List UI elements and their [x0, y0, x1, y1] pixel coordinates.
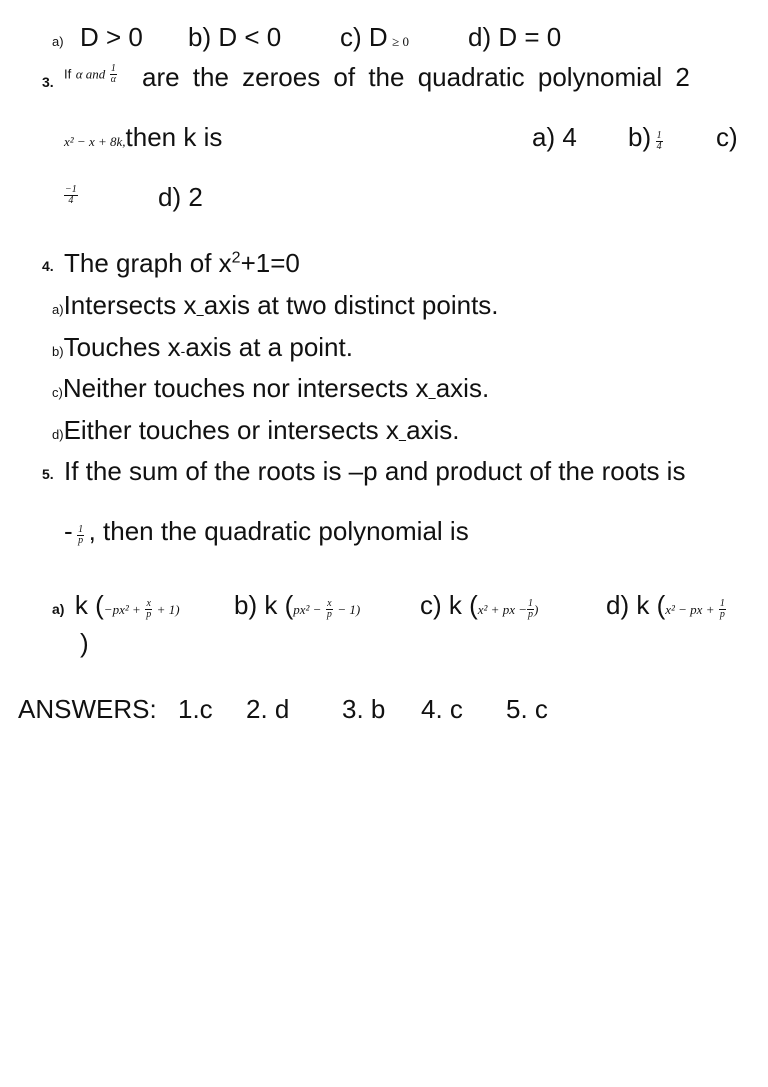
q3-option-c-fraction: $\frac{-1}{4}$ [65, 184, 77, 206]
q4-option-b: b)Touches x-axis at a point. [52, 332, 353, 362]
q3-stem-text: are the zeroes of the quadratic polynomial 2 [142, 62, 690, 92]
q5-stem: If the sum of the roots is –p and product of the roots is [64, 456, 686, 486]
q3-stem-line1 [64, 64, 117, 85]
q2-option-c: c) D ≥ 0 [340, 22, 410, 52]
q5-option-b: b) k (px² − $\frac{x}{p}$ − 1) [234, 590, 361, 621]
q3-then: then k is [125, 122, 223, 152]
q3-one-over-alpha: $\frac{1}{\alpha}$ [110, 63, 116, 85]
q4-stem: The graph of $x^2+1=0$ [64, 248, 300, 278]
q2-option-c-symbol: ≥ 0 [392, 34, 410, 49]
q4-option-c: c)Neither touches nor intersects x axis. [52, 373, 490, 403]
q3-polynomial: x² − x + 8k, [64, 134, 126, 149]
q3-stem-line2 [64, 122, 222, 152]
q5-number: 5. [42, 466, 54, 482]
q2-option-d: d) D = 0 [468, 22, 562, 52]
q3-number: 3. [42, 74, 54, 90]
q5-option-a-close: ) [80, 628, 89, 658]
q3-option-c-label: c) [716, 122, 738, 152]
q4-option-d: d)Either touches or intersects x axis. [52, 415, 460, 445]
q3-option-d: d) 2 [158, 182, 203, 212]
answer-2: 2. d [246, 694, 290, 724]
answer-4: 4. c [421, 694, 463, 724]
q2-options-line [52, 22, 143, 52]
answers-label: ANSWERS: [18, 694, 157, 724]
answer-3: 3. b [342, 694, 386, 724]
q5-option-d: d) k (x² − px + $\frac{1}{p}$ [606, 590, 725, 621]
q3-option-a: a) 4 [532, 122, 577, 152]
answer-5: 5. c [506, 694, 548, 724]
q5-option-c: c) k (x² + px − $\frac{1}{p}$ ) [420, 590, 539, 621]
answer-1: 1.c [178, 694, 213, 724]
q5-option-a: a) k (−px² + $\frac{x}{p}$ + 1) [52, 590, 180, 621]
q3-option-b-fraction: $\frac{1}{4}$ [656, 130, 662, 153]
q4-option-a: a)Intersects x axis at two distinct points. [52, 290, 499, 320]
q2-option-a-label: a) [52, 34, 64, 49]
q2-option-a: D > 0 [80, 22, 143, 52]
q5-one-over-p: $\frac{1}{p}$ [78, 524, 84, 547]
q4-number: 4. [42, 258, 54, 274]
q3-option-b: b) $\frac{1}{4}$ [628, 122, 662, 153]
q3-if: If [64, 66, 72, 82]
q3-alpha-and: α and [75, 66, 106, 82]
q2-option-b: b) D < 0 [188, 22, 282, 52]
q5-stem-line2: - $\frac{1}{p}$ , then the quadratic polynomial is [64, 516, 469, 547]
